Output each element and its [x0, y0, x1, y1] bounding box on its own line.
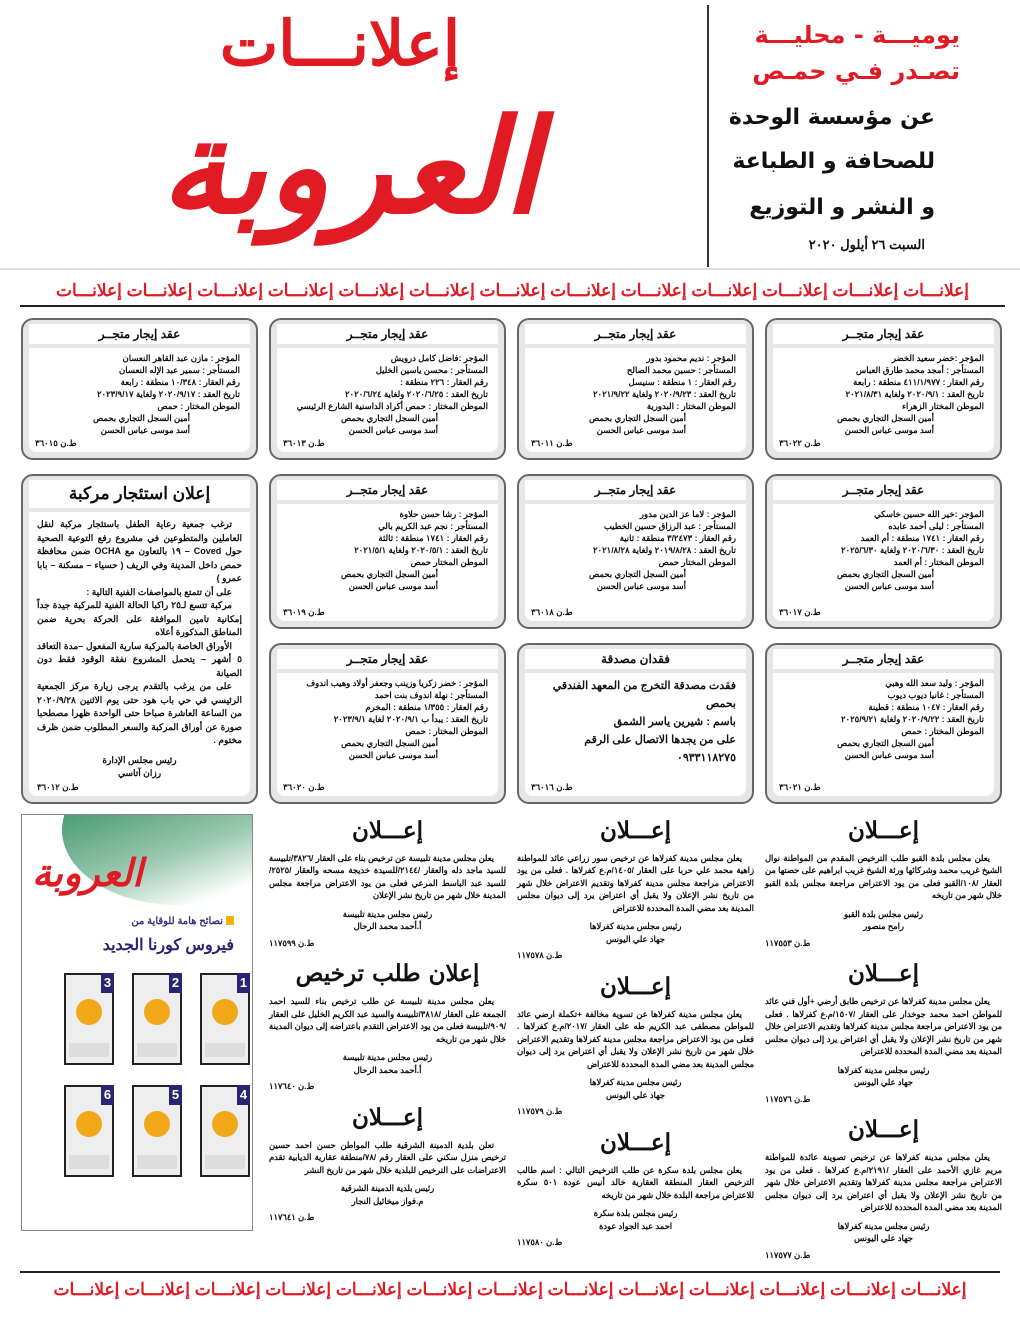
footer	[0, 1261, 1020, 1321]
notice-body: يعلن مجلس مدينة كفرلاها عن ترخيص تصوينة عائدة للمواطنة مريم غازي الأحمد على العقار /٢١٩١/م.ع كفرلاها . فعلى من يود الاعتراض مراجعة مجلس مدينة كفرلاها وتقديم الاعتراض خلال شهر من تاريخ نشر الإعلان ولا يقبل أي اعتراض يرد إلى ديوان مجلس المدينة بعد مضي المدة المحددة للاعتراض	[765, 1152, 1002, 1212]
ad-line: المؤجر : خضر زكريا وزينب وجعفر أولاد وهيب اندوف	[306, 678, 488, 689]
prevention-tip-tile	[132, 973, 182, 1065]
signature-line: م.فواز ميخائيل النجار	[351, 1195, 424, 1206]
rental-contract-ad	[765, 474, 1002, 629]
notice-title: إعلان طلب ترخيص	[295, 960, 480, 987]
divider	[0, 268, 1020, 270]
notice-signature	[517, 920, 754, 945]
ad-line: المستأجر : عبد الرزاق حسين الخطيب	[603, 521, 736, 531]
notice-title: إعـــلان	[352, 1103, 423, 1131]
accent-mark	[226, 916, 234, 925]
notice-signature	[765, 1064, 1002, 1089]
notice-signature	[269, 908, 506, 933]
signature-line: جهاد علي اليونس	[854, 1233, 913, 1243]
ad-line: رقم العقار : ٣/٢٤٧٣ منطقة : ثانية	[619, 533, 736, 543]
signature-line: أمين السجل التجاري بحمص	[836, 569, 934, 579]
ad-line: المؤجر :فاضل كامل درويش	[390, 353, 488, 363]
notice-body: يعلن مجلس بلدة سكرة عن طلب الترخيص التالي : اسم طالب الترخيص العقار المنطقة العقارية خالد أنيس عودة ٥٠١ سكرة للاعتراض مراجعة البلدة خلال شهر من تاريخه	[517, 1164, 755, 1200]
signature-line: أسد موسى عباس الحسن	[844, 581, 934, 591]
header-divider	[707, 5, 709, 267]
ad-code: ط.ن ٣٦٠١٨	[531, 607, 573, 618]
tile-number: 2	[169, 973, 182, 993]
signature-line: جهاد علي اليونس	[854, 1077, 913, 1087]
notice-ad	[765, 814, 1002, 950]
ad-line: المستأجر : محسن ياسين الخليل	[375, 365, 488, 375]
rental-contract-ad	[21, 318, 258, 460]
ads-banner-bottom: إعلانـــات إعلانـــات إعلانـــات إعلانـــات إعلانـــات إعلانـــات إعلانـــات إعلانـــات إعلانـــات إعلانـــات إعلانـــات إعلانـــات إعلانـــات	[53, 1280, 967, 1299]
ad-paragraph: ترغب جمعية رعاية الطفل باستئجار مركبة لنقل العاملين والمتطوعين في مشروع رفع التوعية الصحية حول Coved – ١٩ بالتعاون مع OCHA ضمن محافظة حمص داخل المدينة وفي الريف ( حسياء – مسكنة – بابا عمرو )	[37, 519, 242, 583]
publisher-line: للصحافة و الطباعة	[732, 149, 935, 174]
ad-line: الموطن المختار : حمص	[901, 726, 984, 737]
signature-line: رئيس مجلس مدينة تلبيسة	[342, 908, 433, 919]
ad-paragraph: على من يرغب بالتقدم يرجى زيارة مركز الجمعية الرئيسي في حي باب هود حتى يوم الاثنين ٢٠٢٠/٩/٢٨ من الساعة العاشرة صباحا حتى الواحدة ظهرا مصطحبا صورة عن أوراق المركبة والسعر المطلوب ضمن ظرف مختوم .	[37, 681, 242, 745]
tile-caption	[137, 1043, 177, 1057]
ad-title: إعلان استئجار مركبة	[29, 480, 250, 508]
ad-line: رقم العقار : ١٠٤٧ منطقة : قطينة	[868, 702, 984, 713]
publisher-line: عن مؤسسة الوحدة	[728, 105, 935, 130]
notice-signature	[765, 908, 1002, 933]
illustration-icon	[212, 999, 238, 1025]
ad-code: ط.ن ٣٦٠١٦	[531, 781, 573, 792]
ad-line: تاريخ العقد : ٢٠٢٠/٩/٢٣ ولغاية ٢٠٢١/٩/٢٢	[592, 389, 736, 399]
ad-code: ط.ن ٣٦٠٢٠	[283, 781, 325, 792]
ad-line: المؤجر :خضر سعيد الخضر	[891, 353, 984, 363]
signature-line: أسد موسى عباس الحسن	[596, 425, 686, 435]
ad-line: رقم العقار : ١٧٤١ منطقة : أم العمد	[860, 533, 984, 543]
ad-body	[773, 504, 994, 621]
ad-title: عقد إيجار متجــر	[277, 324, 498, 344]
rental-contract-ad	[269, 643, 506, 803]
notice-code: ط.ن ١١٧٥٨٠	[517, 1237, 563, 1247]
ad-code: ط.ن ٣٦٠٢٢	[779, 438, 821, 448]
ad-line: رقم العقار : ١/٣٥٥ منطقة : المخرم	[365, 702, 488, 713]
notice-ad	[765, 1113, 1002, 1261]
tagline-homs: تصـدر فـي حمـص	[752, 57, 960, 85]
ad-body	[525, 504, 746, 621]
ad-line: تاريخ العقد : ٢٠٢٠/٩/١ ولغاية ٢٠٢١/٨/٣١	[845, 389, 984, 399]
signature-line: أمين السجل التجاري بحمص	[92, 413, 190, 423]
masthead-title: إعلانـــات	[219, 7, 461, 80]
signature-line: أ.أحمد محمد الرحال	[353, 1064, 422, 1075]
ad-line: رقم العقار : ٢٢٦ منطقة :	[399, 377, 488, 387]
ad-title: عقد إيجار متجــر	[277, 649, 498, 669]
ad-body	[525, 348, 746, 452]
notices-column	[517, 814, 754, 1262]
ad-line: المؤجر :خير الله حسين خاسكي	[874, 509, 984, 519]
ad-line: المؤجر : لاما عز الدين مدور	[639, 509, 736, 519]
ad-line: المستأجر : ليلى أحمد عابده	[888, 521, 984, 531]
illustration-icon	[144, 1111, 170, 1137]
notice-signature	[517, 1076, 754, 1101]
poster-subtitle	[131, 915, 234, 929]
rental-contract-ad	[269, 318, 506, 460]
notice-signature	[765, 1220, 1002, 1245]
ad-line: المؤجر : نديم محمود بدور	[646, 353, 736, 363]
notice-code: ط.ن ١١٧٦٤٠	[269, 1081, 315, 1091]
notice-code: ط.ن ١١٧٥٥٣	[765, 937, 811, 948]
notice-title: إعـــلان	[848, 816, 919, 844]
boxed-ads-grid	[21, 318, 1002, 804]
notice-ad	[517, 1126, 754, 1249]
notice-code: ط.ن ١١٧٥٧٦	[765, 1093, 811, 1104]
tile-caption	[69, 1155, 109, 1169]
ad-title: عقد إيجار متجــر	[773, 649, 994, 669]
ad-line: تاريخ العقد : يبدأ ب ٢٠٢٠/٩/١ لغاية ٢٠٢٣/٩/١	[333, 714, 488, 725]
signature-line: أمين السجل التجاري بحمص	[340, 738, 438, 749]
notice-code: ط.ن ١١٧٥٧٨	[517, 950, 563, 960]
ad-line: تاريخ العقد : ٢٠٢٠/٦/٢٥ ولغاية ٢٠٢٠/٦/٢٤	[344, 389, 488, 399]
signature-line: رئيس مجلس مدينة كفرلاها	[589, 1077, 682, 1087]
notice-title: إعـــلان	[600, 972, 671, 1000]
signature-line: أمين السجل التجاري بحمص	[340, 413, 438, 423]
prevention-tip-tile	[64, 1085, 114, 1177]
signature-line: رئيس بلدية الدمينة الشرقية	[340, 1183, 435, 1193]
signature-line: أسد موسى عباس الحسن	[348, 581, 438, 591]
ad-body	[277, 348, 498, 452]
ad-body	[773, 348, 994, 452]
ad-line: ٠٩٣٣١١٨٢٧٥	[676, 752, 736, 765]
signature-line: أمين السجل التجاري بحمص	[588, 413, 686, 423]
signature-line: أسد موسى عباس الحسن	[844, 425, 934, 435]
illustration-icon	[76, 1111, 102, 1137]
ad-code: ط.ن ٣٦٠١٥	[35, 438, 77, 448]
ad-line: رقم العقار : ٤١١/١/٩٧٧ منطقة : رابعة	[853, 377, 984, 387]
ad-line: المستأجر : سمير عبد الإله النعسان	[119, 365, 240, 375]
ad-line: رقم العقار : ١٠/٣٤٨ منطقة : رابعة	[120, 377, 240, 387]
ad-line: المستأجر : حسين محمد الصالح	[626, 365, 736, 375]
signature-line: أسد موسى عباس الحسن	[100, 425, 190, 435]
ad-line: المستأجر : نهلة اندوف بنت احمد	[374, 690, 488, 701]
rental-contract-ad	[517, 318, 754, 460]
illustration-icon	[144, 999, 170, 1025]
tile-number: 4	[237, 1085, 250, 1105]
ad-body	[277, 673, 498, 795]
notice-body: يعلن مجلس بلدة القبو طلب الترخيص المقدم من المواطنة نوال الشيخ غريب محمد وشركائها ورثة الشيخ غريب ابراهيم على حصتها من العقار /١٠٨/القبو فعلى من يود الاعتراض مراجعة مجلس بلدة القبو خلال شهر من تاريخه	[765, 852, 1002, 900]
prevention-tip-tile	[200, 1085, 250, 1177]
notice-title: إعـــلان	[600, 1128, 671, 1156]
ad-paragraph: مركبة تتسع لـ٢٥ راكبا الحالة الفنية للمركبة جيدة جداً إمكانية تامين الموافقة على الحركة بحرية ضمن المناطق المذكورة أعلاه	[37, 600, 242, 637]
tile-caption	[69, 1043, 109, 1057]
ad-line: الموطن المختار حمص	[410, 557, 488, 567]
signature-line: أمين السجل التجاري بحمص	[836, 738, 934, 749]
tile-number: 6	[101, 1085, 114, 1105]
ad-title: عقد إيجار متجــر	[277, 480, 498, 500]
corona-prevention-poster	[21, 814, 253, 1231]
notice-signature	[269, 1182, 506, 1207]
signature-line: رئيس مجلس الإدارة	[102, 754, 177, 765]
tile-number: 5	[169, 1085, 182, 1105]
signature-line: أمين السجل التجاري بحمص	[340, 569, 438, 579]
signature-line: رزان آتاسي	[117, 768, 162, 778]
tile-caption	[205, 1043, 245, 1057]
ad-line: الموطن المختار : أم العمد	[893, 557, 984, 567]
issue-date: السبت ٢٦ أيلول ٢٠٢٠	[808, 237, 925, 252]
notice-ad	[269, 1101, 506, 1224]
ad-line: المؤجر : وليد سعد الله وهبي	[885, 678, 984, 689]
ad-paragraph: على أن تتمتع بالمواصفات الفنية التالية :	[86, 586, 232, 597]
ad-line: تاريخ العقد : ٢٠٢٠/٥/١ ولغاية ٢٠٢١/٥/١	[354, 545, 488, 555]
notice-title: إعـــلان	[848, 1116, 919, 1143]
notice-title: إعـــلان	[600, 816, 671, 844]
notice-title: إعـــلان	[352, 816, 423, 844]
illustration-icon	[76, 999, 102, 1025]
notice-title: إعـــلان	[848, 960, 919, 987]
notice-signature	[269, 1051, 506, 1076]
ad-body	[29, 512, 250, 796]
signature-line: احمد عبد الجواد عودة	[598, 1220, 673, 1231]
ad-title: عقد إيجار متجــر	[773, 480, 994, 500]
ad-body	[773, 673, 994, 795]
ad-title: فقدان مصدقة	[525, 649, 746, 669]
signature-line: أسد موسى عباس الحسن	[844, 750, 934, 761]
divider	[20, 1271, 1000, 1273]
ad-line: تاريخ العقد : ٢٠٢٠/٩/٢٢ ولغاية ٢٠٢٥/٩/٢١	[840, 714, 984, 725]
ad-body	[277, 504, 498, 621]
ads-banner-top: إعلانـــات إعلانـــات إعلانـــات إعلانـــات إعلانـــات إعلانـــات إعلانـــات إعلانـــات إعلانـــات إعلانـــات إعلانـــات إعلانـــات إعلانـــات	[56, 281, 969, 300]
ad-body	[29, 348, 250, 452]
signature-line: رئيس مجلس بلدة سكرة	[593, 1208, 678, 1218]
ad-line: رقم العقار : ١٧٤١ منطقة : ثالثة	[378, 533, 488, 543]
ad-title: عقد إيجار متجــر	[29, 324, 250, 344]
ad-title: عقد إيجار متجــر	[773, 324, 994, 344]
ad-body	[525, 673, 746, 795]
tile-caption	[205, 1155, 245, 1169]
rental-contract-ad	[517, 474, 754, 629]
newspaper-logo: العروبة	[160, 90, 540, 243]
notice-body: يعلن مجلس مدينة تلبيسة عن طلب ترخيص بناء للسيد احمد الجمعة على العقار /٣٨١٨/تلبيسة والسيد عبد الكريم الخليل على العقار /٩٠٩/تلبيسة فعلى من يود الاعتراض التقدم باعتراضه إلى ديوان المدينة خلال شهر من تاريخه	[269, 996, 506, 1044]
signature-line: أمين السجل التجاري بحمص	[836, 413, 934, 423]
rental-contract-ad	[765, 643, 1002, 803]
ad-line: فقدت مصدقة التخرج من المعهد الفندقي بحمص	[552, 680, 736, 711]
tile-number: 1	[237, 973, 250, 993]
signature-line: رئيس مجلس مدينة كفرلاها	[589, 921, 682, 931]
signature-line: أسد موسى عباس الحسن	[348, 750, 438, 761]
ad-line: باسم : شيرين ياسر الشمق	[613, 716, 736, 729]
notice-ad	[517, 814, 754, 962]
ad-line: الموطن المختار : البدورية	[646, 401, 736, 411]
notice-code: ط.ن ١١٧٥٧٩	[517, 1106, 563, 1116]
ad-code: ط.ن ٣٦٠٢١	[779, 781, 821, 792]
ad-title: عقد إيجار متجــر	[525, 324, 746, 344]
signature-line: جهاد علي اليونس	[606, 1089, 665, 1100]
ad-line: الموطن المختار : حمص أكراد الداسنية الشارع الرئيسي	[296, 401, 488, 411]
notice-body: يعلن مجلس مدينة كفرلاها عن ترخيص سور زراعي عائد للمواطنة زاهية محمد علي حربا على العقار /١٤٠٥/م.ع كفرلاها . فعلى من يود الاعتراض مراجعة مجلس مدينة كفرلاها وتقديم الاعتراض خلال شهر من تاريخ نشر الإعلان ولا يقبل أي اعتراض يرد إلى ديوان مجلس المدينة بعد مضي المدة المحددة للاعتراض	[517, 852, 754, 913]
poster-subtitle-text: نصائح هامة للوقاية من	[131, 915, 223, 927]
poster-title: فيروس كورنا الجديد	[102, 936, 234, 954]
notice-body: يعلن مجلس مدينة كفرلاها عن ترخيص طابق أرضي +أول فني عائد للمواطن احمد محمد جوخدار على العقار /١٥٠٧/م.ع كفرلاها . فعلى من يود الاعتراض مراجعة مجلس مدينة كفرلاها وتقديم الاعتراض خلال شهر من تاريخ نشر الإعلان ولا يقبل أي اعتراض يرد إلى ديوان مجلس المدينة بعد مضي المدة المحددة للاعتراض	[765, 996, 1002, 1056]
notices-grid	[21, 814, 1002, 1262]
ad-code: ط.ن ٣٦٠١٩	[283, 607, 325, 618]
ad-paragraph: الأوراق الخاصة بالمركبة سارية المفعول –مدة التعاقد ٥ أشهر – يتحمل المشروع نفقة الوقود فقط دون الصيانة	[37, 640, 242, 678]
ad-line: الموطن المختار : حمص	[405, 726, 488, 737]
ad-line: الموطن المختار حمص	[658, 557, 736, 567]
ad-line: تاريخ العقد : ٢٠٢٠/٩/١٧ ولغاية ٢٠٢٣/٩/١٧	[96, 389, 240, 399]
rental-contract-ad	[765, 318, 1002, 460]
ad-title: عقد إيجار متجــر	[525, 480, 746, 500]
lost-certificate-ad	[517, 643, 754, 803]
ad-code: ط.ن ٣٦٠١٧	[779, 607, 821, 618]
ad-line: رقم العقار : ١ منطقة : سنيسل	[628, 377, 736, 387]
ad-line: المستأجر : نجم عبد الكريم بالي	[378, 521, 488, 531]
ad-line: على من يجدها الاتصال على الرقم	[584, 734, 736, 747]
divider	[20, 305, 1005, 307]
signature-line: جهاد علي اليونس	[606, 933, 665, 944]
signature-line: أ.أحمد محمد الرحال	[353, 921, 422, 931]
prevention-tip-tile	[200, 973, 250, 1065]
ad-line: المستأجر : غانيا ديوب ديوب	[887, 690, 984, 701]
ad-code: ط.ن ٣٦٠١١	[531, 438, 573, 448]
prevention-tip-tile	[132, 1085, 182, 1177]
signature-line: أسد موسى عباس الحسن	[596, 581, 686, 591]
notice-body: تعلن بلدية الدمينة الشرقية طلب المواطن حسن احمد حسين ترخيص منزل سكني على العقار رقم /٧٨/منطقة عقارية الديابية تقدم الاعتراضات على الترخيص للبلدية خلال شهر من تاريخ النشر	[269, 1139, 506, 1175]
notice-ad	[269, 814, 506, 950]
tagline-daily-local: يوميـــة - محليـــة	[754, 21, 960, 49]
ad-code: ط.ن ٣٦٠١٣	[283, 438, 325, 448]
ad-line: تاريخ العقد : ٢٠١٩/٨/٢٨ ولغاية ٢٠٢١/٨/٢٨	[592, 545, 736, 555]
vehicle-rental-ad	[21, 474, 258, 804]
ad-line: تاريخ العقد : ٢٠٢٠/٦/٣٠ ولغاية ٢٠٢٥/٦/٣٠	[840, 545, 984, 555]
tile-caption	[137, 1155, 177, 1169]
publisher-line: و النشر و التوزيع	[749, 195, 935, 220]
notice-signature	[517, 1207, 754, 1232]
notice-body: يعلن مجلس مدينة تلبيسة عن ترخيص بناء على العقار /٣٨٢٦/تلبيسة للسيد ماجد دله والعقار /٢١٤٤/للسيدة خديجة مسحه والعقار /٢٥٢٥/للسيد عبد الباسط المرعي فعلى من يود الاعتراض مراجعة مجلس المدينة خلال شهر من تاريخ نشر الإعلان	[269, 852, 506, 900]
notice-code: ط.ن ١١٧٥٧٧	[765, 1249, 811, 1260]
notice-ad	[517, 970, 754, 1118]
ad-line: المستأجر : أمجد محمد طارق العباس	[855, 365, 984, 375]
poster-logo: العروبة	[32, 849, 143, 895]
rental-contract-ad	[269, 474, 506, 629]
notice-ad	[765, 957, 1002, 1105]
notices-column	[269, 814, 506, 1262]
signature-line: رئيس مجلس بلدة القبو	[843, 908, 923, 919]
illustration-icon	[212, 1111, 238, 1137]
notices-column	[765, 814, 1002, 1262]
signature-line: أمين السجل التجاري بحمص	[588, 569, 686, 579]
ad-line: الموطن المختار الزهراء	[902, 401, 984, 411]
notice-code: ط.ن ١١٧٦٤١	[269, 1212, 315, 1222]
signature-line: رئيس مجلس مدينة كفرلاها	[837, 1220, 930, 1231]
signature-line: رئيس مجلس مدينة كفرلاها	[837, 1064, 930, 1075]
signature-line: أسد موسى عباس الحسن	[348, 425, 438, 435]
prevention-tip-tile	[64, 973, 114, 1065]
signature-line: رئيس مجلس مدينة تلبيسة	[342, 1052, 433, 1062]
ad-line: المؤجر : رشا حسن حلاوة	[399, 509, 488, 519]
tile-number: 3	[101, 973, 114, 993]
ad-line: المؤجر : مازن عبد القاهر النعسان	[122, 353, 240, 363]
ad-code: ط.ن ٣٦٠١٢	[37, 781, 79, 792]
ad-line: الموطن المختار : حمص	[157, 401, 240, 411]
notice-code: ط.ن ١١٧٥٩٩	[269, 937, 315, 948]
signature-line: رامح منصور	[863, 921, 904, 931]
notice-ad	[269, 957, 506, 1093]
notice-body: يعلن مجلس مدينة كفرلاها عن تسوية مخالفة +تكملة ارضي عائد للمواطن مصطفى عبد الكريم طه على العقار /٢٠١٧/م.ع كفرلاها . فعلى من يود الاعتراض مراجعة مجلس مدينة كفرلاها وتقديم الاعتراض خلال شهر من تاريخ نشر الإعلان ولا يقبل أي اعتراض يرد إلى ديوان مجلس المدينة بعد مضي المدة المحددة للاعتراض	[517, 1008, 754, 1069]
